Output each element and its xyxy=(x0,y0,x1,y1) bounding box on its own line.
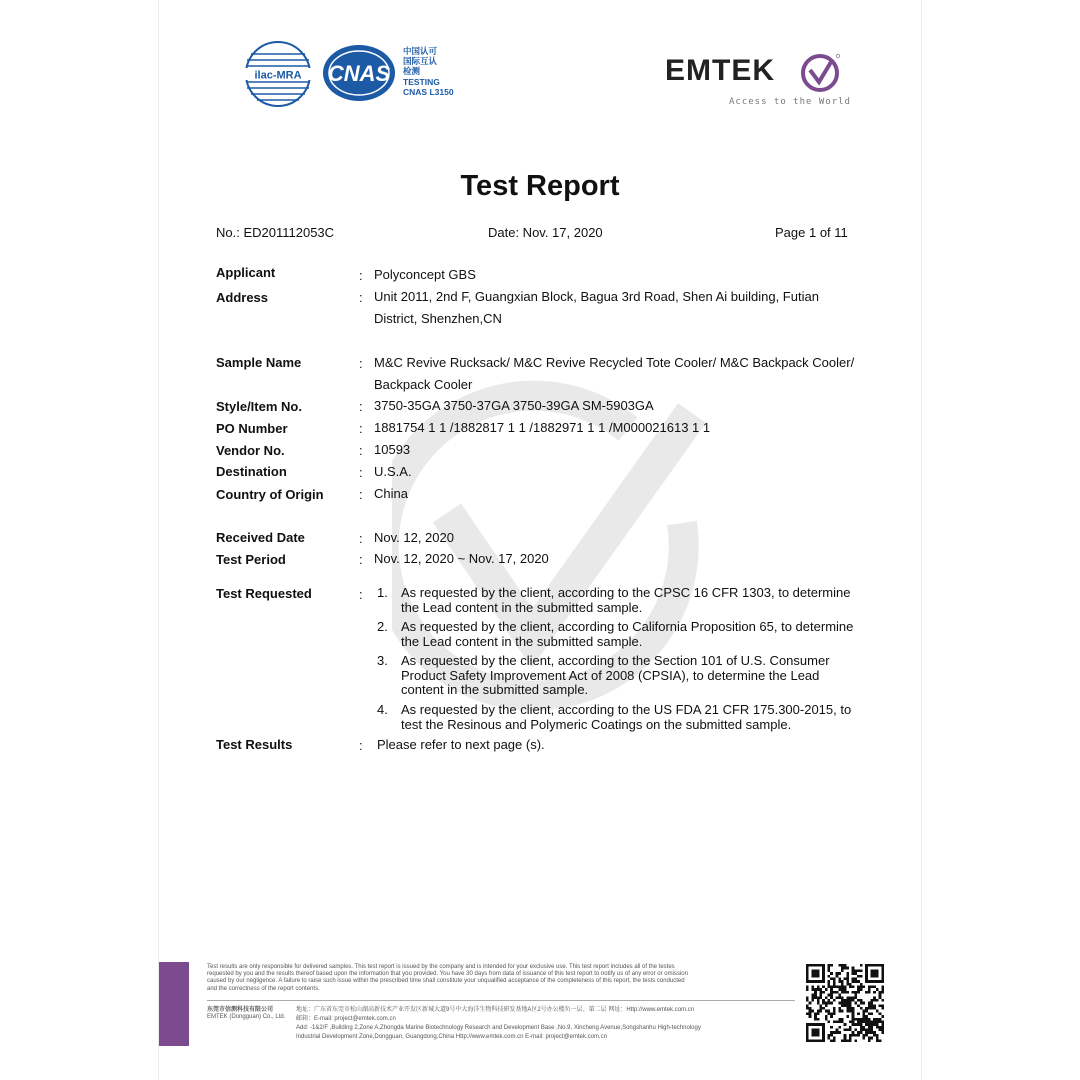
test-item: 3. As requested by the client, according to the Section 101 of U.S. Consumer Product Safety Improvement Act of 2008 (CPSIA), to determine the Lead content in the submitted sample. xyxy=(377,653,830,697)
footer-divider xyxy=(207,1000,795,1001)
style-label: Style/Item No. xyxy=(216,399,302,414)
vendor-label: Vendor No. xyxy=(216,443,285,458)
test-item: 1. As requested by the client, according to the CPSC 16 CFR 1303, to determine the Lead content in the submitted sample. xyxy=(377,585,851,615)
page-indicator: Page 1 of 11 xyxy=(775,225,848,240)
address-value: Unit 2011, 2nd F, Guangxian Block, Bagua 3rd Road, Shen Ai building, Futian District, Shenzhen,CN xyxy=(374,289,819,326)
colon: : xyxy=(359,738,363,753)
colon: : xyxy=(359,399,363,414)
colon: : xyxy=(359,465,363,480)
colon: : xyxy=(359,487,363,502)
origin-value: China xyxy=(374,486,408,501)
report-date: Date: Nov. 17, 2020 xyxy=(488,225,603,240)
colon: : xyxy=(359,443,363,458)
footer-address: 地址：广东省东莞市松山湖高新技术产业开发区新城大道9号中大海洋生物科技研发基地A区2号办公楼负一层、第二层 网址：Http://www.emtek.com.cn 邮箱：E-mail: project@emtek.com.cn Add: -1&2/F ,Building 2,Zone A,Zhongda Marine Biotechnology Research and Development Base ,No.9, Xincheng Avenue,Songshanhu High-technology Industrial Development Zone,Dongguan, Guangdong,China Http://www.emtek.com.cn E-mail: project@emtek.com.cn xyxy=(296,1007,701,1040)
destination-value: U.S.A. xyxy=(374,464,412,479)
address-label: Address xyxy=(216,290,269,305)
style-value: 3750-35GA 3750-37GA 3750-39GA SM-5903GA xyxy=(374,398,654,413)
svg-text:CNAS: CNAS xyxy=(327,61,391,86)
po-value: 1881754 1 1 /1882817 1 1 /1882971 1 1 /M000021613 1 1 xyxy=(374,420,711,435)
svg-text:ilac-MRA: ilac-MRA xyxy=(254,69,302,82)
emtek-tagline: Access to the World xyxy=(729,97,851,107)
purple-side-bar xyxy=(159,962,189,1046)
applicant-value: Polyconcept GBS xyxy=(374,267,476,282)
vendor-value: 10593 xyxy=(374,442,411,457)
colon: : xyxy=(359,552,363,567)
po-label: PO Number xyxy=(216,421,288,436)
emtek-check-icon xyxy=(800,53,840,93)
colon: : xyxy=(359,421,363,436)
emtek-logo-text: EMTEK xyxy=(665,54,775,87)
received-date-label: Received Date xyxy=(216,530,305,545)
ilac-mra-logo xyxy=(243,40,313,108)
destination-label: Destination xyxy=(216,464,287,479)
report-number: No.: ED201112053C xyxy=(216,225,335,240)
test-item: 4. As requested by the client, according to the US FDA 21 CFR 175.300-2015, to test the Resinous and Polymeric Coatings on the submitted sample. xyxy=(377,702,852,732)
colon: : xyxy=(359,290,363,305)
footer-company: 东莞市信测科技有限公司 EMTEK (Dongguan) Co., Ltd. xyxy=(207,1007,286,1021)
colon: : xyxy=(359,531,363,546)
cnas-logo xyxy=(322,44,396,102)
test-period-value: Nov. 12, 2020 ~ Nov. 17, 2020 xyxy=(374,551,549,566)
test-item: 2. As requested by the client, according to California Proposition 65, to determine the Lead content in the submitted sample. xyxy=(377,619,854,649)
footer-disclaimer: Test results are only responsible for delivered samples. This test report is issued by the company and is intended for your exclusive use. This test report includes all of the testes requested by you and the results thereof based upon the information that you provided. You have 30 days from data of issuance of this test report to notify us of any error or omission caused by our negligence. A failure to raise such issue within the prescribed time shall constitute your unqualified acceptance of the completeness of this report, the tests conducted and the correctness of the report contents. xyxy=(207,964,688,992)
test-results-value: Please refer to next page (s). xyxy=(377,737,545,752)
test-results-label: Test Results xyxy=(216,737,293,752)
report-title: Test Report xyxy=(460,170,620,202)
test-period-label: Test Period xyxy=(216,552,286,567)
sample-name-value: M&C Revive Rucksack/ M&C Revive Recycled Tote Cooler/ M&C Backpack Cooler/ Backpack Cooler xyxy=(374,355,855,392)
test-requested-label: Test Requested xyxy=(216,586,312,601)
received-date-value: Nov. 12, 2020 xyxy=(374,530,454,545)
origin-label: Country of Origin xyxy=(216,487,324,502)
colon: : xyxy=(359,268,363,283)
applicant-label: Applicant xyxy=(216,265,276,280)
qr-code-icon xyxy=(806,964,884,1042)
cnas-text: 中国认可 国际互认 检测 TESTING CNAS L3150 xyxy=(403,46,454,97)
colon: : xyxy=(359,356,363,371)
sample-name-label: Sample Name xyxy=(216,355,302,370)
colon: : xyxy=(359,587,363,602)
